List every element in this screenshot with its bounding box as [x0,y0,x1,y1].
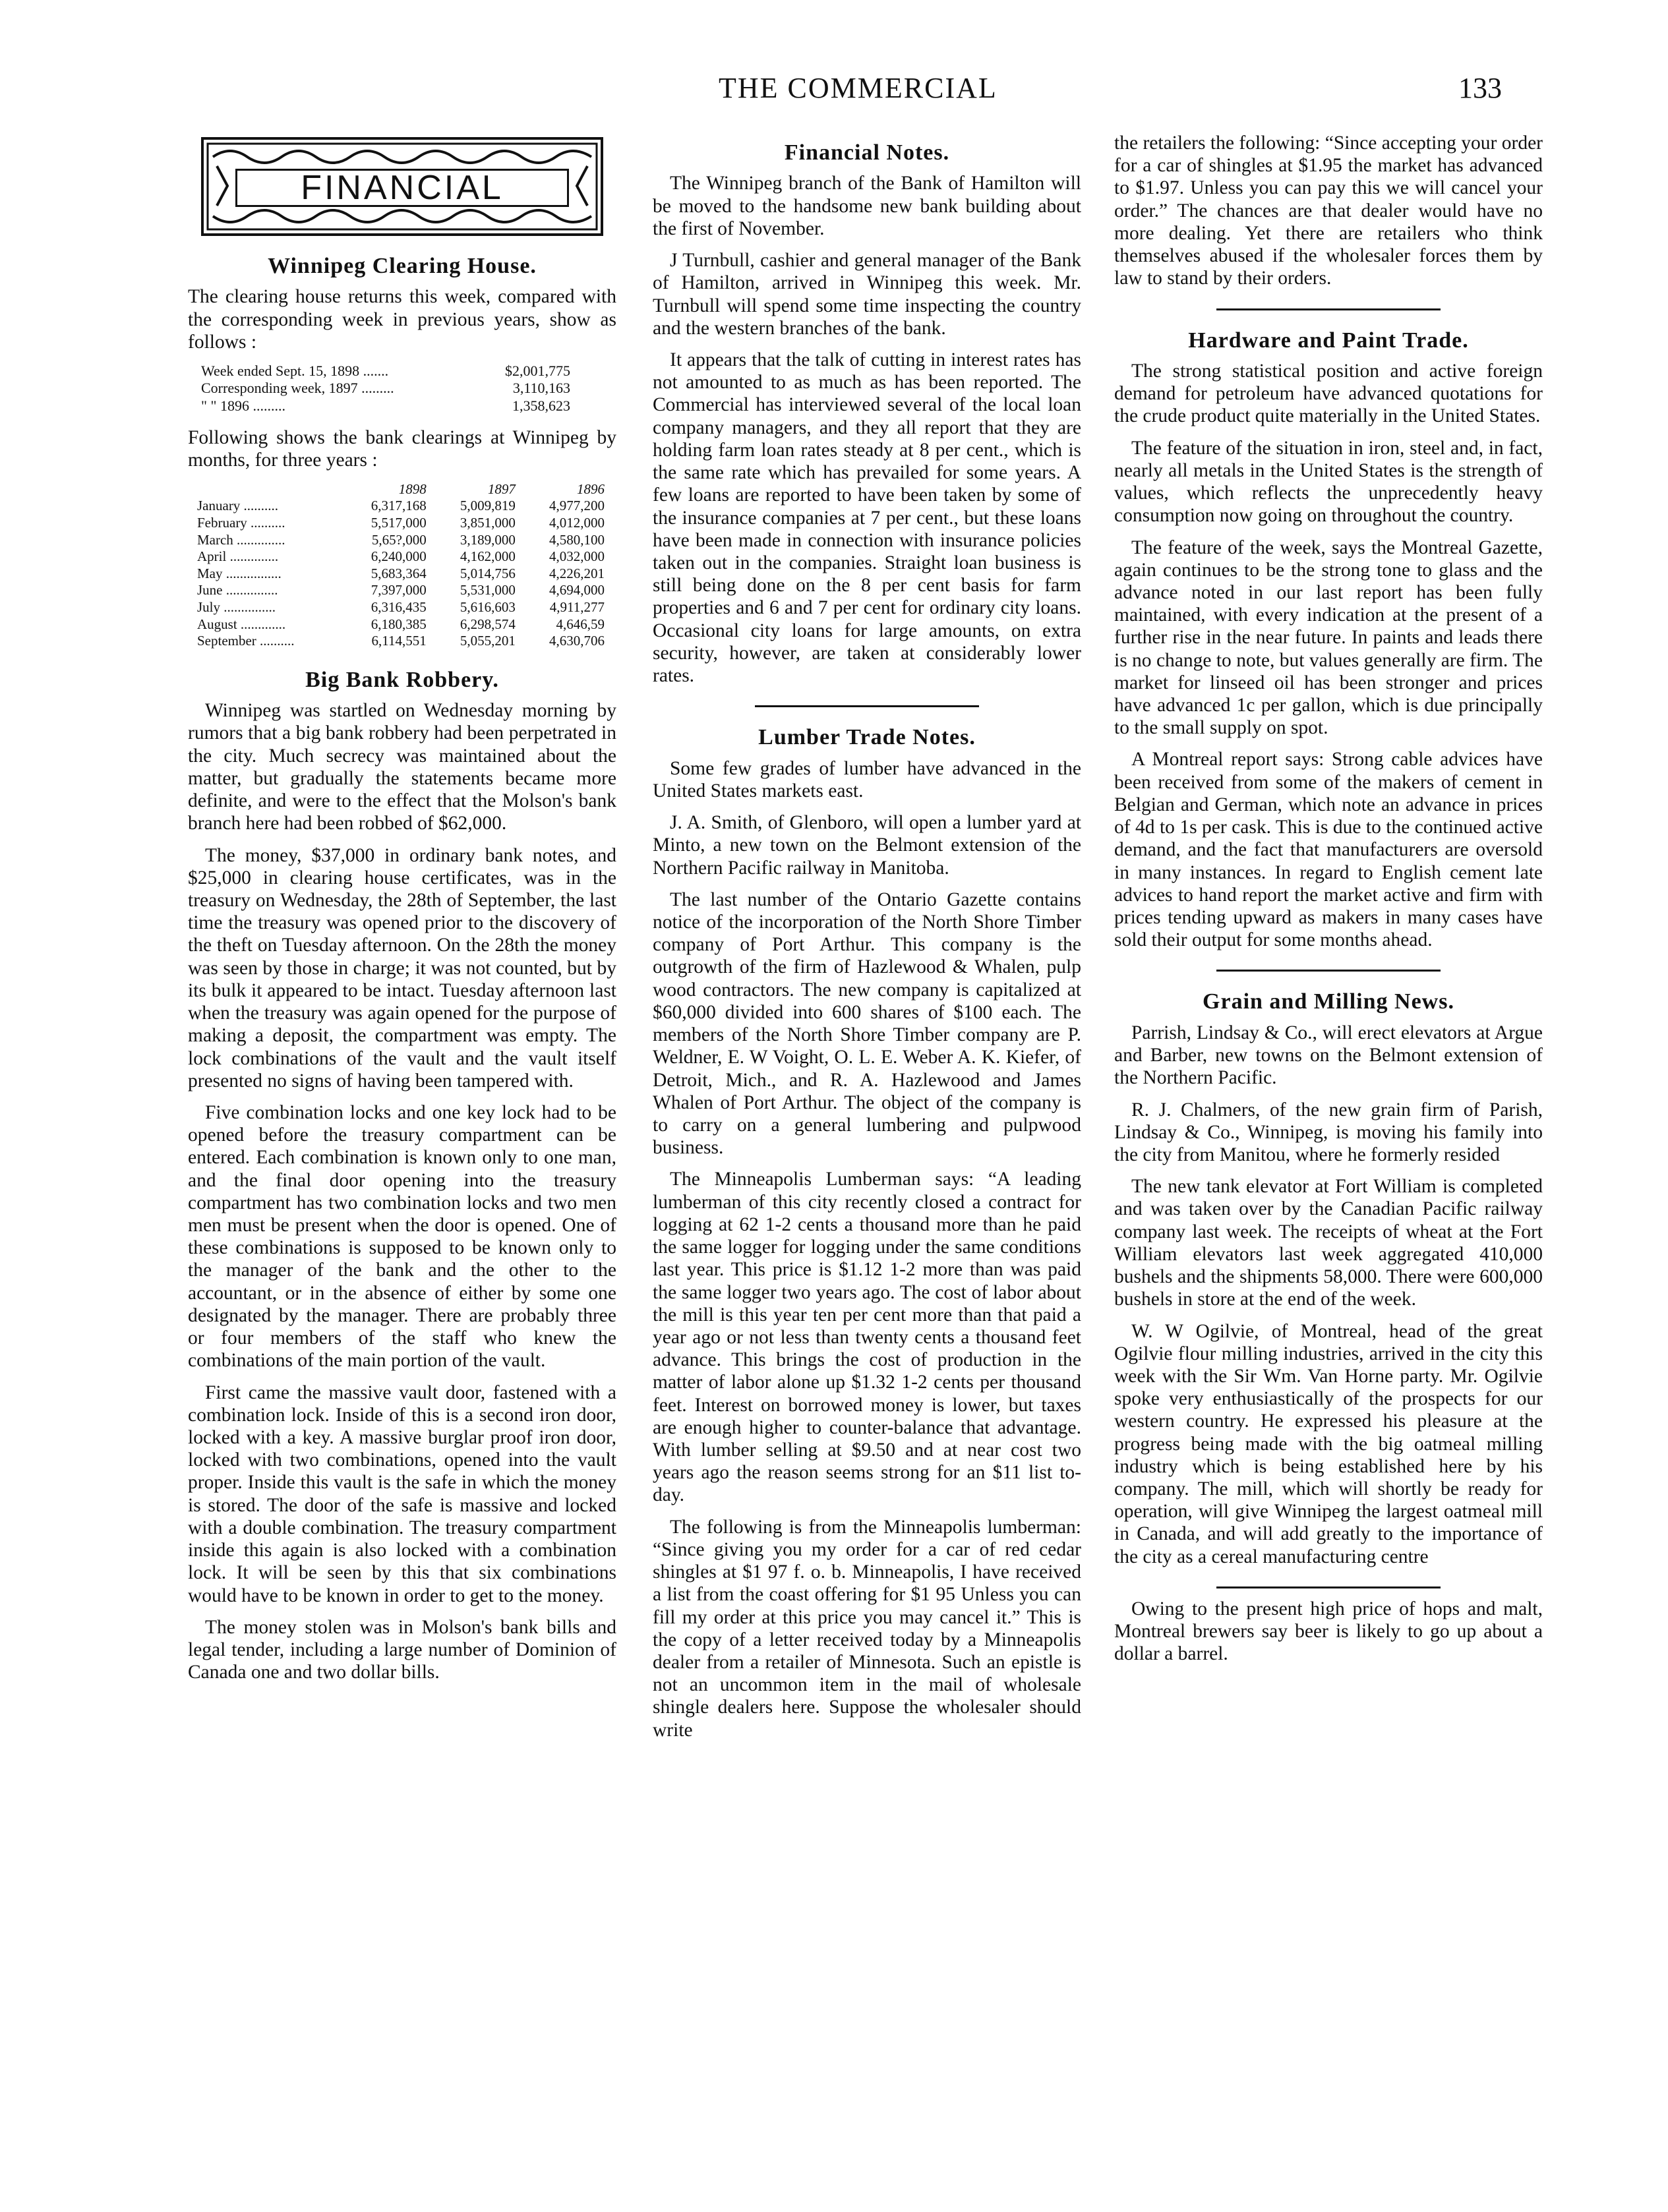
table-cell: 6,180,385 [371,616,427,632]
page-number: 133 [1458,72,1502,104]
financial-banner [201,137,603,236]
table-cell: 4,580,100 [549,531,605,548]
banner-title: FINANCIAL [235,169,569,207]
weekly-row-value: 3,110,163 [512,380,570,397]
column-2 [653,140,1081,1751]
weekly-row-label: " " 1896 ......... [201,397,285,414]
table-cell: 6,316,435 [371,598,427,615]
table-cell: 4,226,201 [549,565,605,581]
monthly-intro: Following shows the bank clearings at Winnipeg by months, for three years : [188,427,616,471]
table-cell: February .......... [197,514,285,531]
article-paragraph: The new tank elevator at Fort William is completed and was taken over by the Canadian Pacific railway company last week. The receipts of wheat at the Fort William elevators last week aggregated 410,000 bushels and the shipments 58,000. There were 600,000 bushels in store at the end of the week. [1114,1176,1543,1310]
section-heading-grain: Grain and Milling News. [1203,989,1454,1014]
table-cell: 5,531,000 [460,582,516,598]
table-cell: 6,317,168 [371,498,427,514]
table-cell: August ............. [197,616,286,632]
article-paragraph: A Montreal report says: Strong cable advices have been received from some of the makers of cement in Belgian and German, which note an advance in prices of 4d to 1s per cask. This is due to the continued active demand, and the fact that manufacturers are oversold in many instances. In regard to English cement late advices to hand report the market active and firm with prices tending upward as makers in many cases have sold their output for some months ahead. [1114,749,1543,951]
article-paragraph: The strong statistical position and active foreign demand for petroleum have advanced quotations for the crude product quite materially in the United States. [1114,360,1543,427]
weekly-row [201,380,570,397]
article-paragraph: The Minneapolis Lumberman says: “A leading lumberman of this city recently closed a contract for logging at 62 1-2 cents a thousand more than he paid the same logger for logging under the same conditions last year. This price is $1.12 1-2 more than was paid the same logger two years ago. The cost of labor about the mill is this year ten per cent more than that paid a year ago or not less than twenty cents a thousand feet advance. This brings the cost of production in the matter of labor alone up $1.32 1-2 cents per thousand feet. Interest on borrowed money is lower, but taxes are enough higher to counter-balance that advantage. With lumber selling at $9.50 and at near cost two years ago the reason seems strong for an $11 list to-day. [653,1169,1081,1506]
table-cell: 3,851,000 [460,514,516,531]
running-head [0,71,1668,111]
section-heading-clearing-house: Winnipeg Clearing House. [268,254,537,278]
table-row [193,498,609,515]
table-cell: 4,646,59 [556,616,605,632]
table-cell: January .......... [197,498,279,514]
article-paragraph: the retailers the following: “Since accepting your order for a car of shingles at $1.95 the market has advanced to $1.97. Unless you can pay this we will cancel your order.” The chances are that dealer would have no more dealing. Yet there are retailers who think themselves abused if the wholesaler forces them by law to stand by their orders. [1114,132,1543,289]
weekly-row [201,363,570,380]
table-cell: 3,189,000 [460,531,516,548]
table-row [193,582,609,599]
table-cell: September .......... [197,633,295,649]
table-cell: May ................ [197,565,282,581]
section-heading-bank-robbery: Big Bank Robbery. [305,667,499,692]
table-row [193,515,609,532]
table-cell: 4,162,000 [460,548,516,565]
table-row [193,566,609,583]
table-header-cell: 1897 [487,480,516,497]
clearing-intro: The clearing house returns this week, compared with the corresponding week in previous years, show as follows : [188,286,616,353]
weekly-row-label: Corresponding week, 1897 ......... [201,380,394,397]
table-cell: 4,911,277 [549,598,605,615]
column-1 [188,132,616,1693]
article-paragraph: J Turnbull, cashier and general manager of the Bank of Hamilton, arrived in Winnipeg this week. Mr. Turnbull will spend some time inspecting the country and the western branches of the bank. [653,250,1081,339]
table-cell: 5,517,000 [371,514,427,531]
table-cell: 4,032,000 [549,548,605,565]
article-paragraph: Winnipeg was startled on Wednesday morning by rumors that a big bank robbery had been perpetrated in the city. Much secrecy was maintained about the matter, but gradually the statements became more definite, and were to the effect that the Molson's bank branch here had been robbed of $62,000. [188,700,616,834]
table-row [193,599,609,616]
table-cell: 6,298,574 [460,616,516,632]
article-paragraph: It appears that the talk of cutting in interest rates has not amounted to as much as has been reported. The Commercial has interviewed several of the local loan company managers, and they all report that they are holding farm loan rates steady at 8 per cent., which is the same rate which has prevailed for some years. A few loans are reported to have been taken by some of the insurance companies at 7 per cent., but these loans have been made in connection with insurance policies taken out in the companies. Straight loan business is still being done on the 8 per cent basis for farm properties and 6 and 7 per cent for ordinary city loans. Occasional city loans for large amounts, on extra security, however, are taken at considerably lower rates. [653,349,1081,687]
article-paragraph: Owing to the present high price of hops and malt, Montreal brewers say beer is likely to go up about a dollar a barrel. [1114,1598,1543,1665]
table-cell: 7,397,000 [371,582,427,598]
article-paragraph: R. J. Chalmers, of the new grain firm of Parish, Lindsay & Co., Winnipeg, is moving his family into the city from Manitou, where he formerly resided [1114,1099,1543,1165]
section-heading-hardware: Hardware and Paint Trade. [1188,328,1469,353]
table-cell: 5,683,364 [371,565,427,581]
table-row [193,633,609,650]
table-cell: April .............. [197,548,279,565]
section-heading-lumber: Lumber Trade Notes. [758,725,976,750]
article-paragraph: Five combination locks and one key lock had to be opened before the treasury compartment can be entered. Each combination is known only to one man, and the final door opening into the treasury compartment has two combination locks and two men men must be present when the door is opened. One of these combinations is supposed to be known only to the manager of the bank and the other to the accountant, or in the absence of either by some one designated by the manager. There are probably three or four members of the staff who knew the combinations of the main portion of the vault. [188,1101,616,1372]
article-paragraph: The money, $37,000 in ordinary bank notes, and $25,000 in clearing house certificates, was in the treasury on Wednesday, the 28th of September, the last time the treasury was opened prior to the discovery of the theft on Tuesday afternoon. On the 28th the money was seen by those in charge; it was not counted, but by its bulk it appeared to be intact. Tuesday afternoon last when the treasury was again opened for the purpose of making a deposit, the compartment was empty. The lock combinations of the vault and the vault itself presented no signs of having been tampered with. [188,844,616,1091]
table-cell: 4,977,200 [549,498,605,514]
table-cell: June ............... [197,582,278,598]
section-divider [755,705,979,707]
article-paragraph: Parrish, Lindsay & Co., will erect elevators at Argue and Barber, new towns on the Belmont extension of the Northern Pacific. [1114,1022,1543,1089]
article-paragraph: The last number of the Ontario Gazette contains notice of the incorporation of the North Shore Timber company of Port Arthur. This company is the outgrowth of the firm of Hazlewood & Whalen, pulp wood contractors. The new company is capitalized at $60,000 divided into 600 shares of $100 each. The members of the North Shore Timber company are P. Weldner, E. W Voight, O. L. E. Weber A. K. Kiefer, of Detroit, Mich., and R. A. Hazlewood and James Whalen of Port Arthur. The object of the company is to carry on a general lumbering and pulpwood business. [653,888,1081,1159]
article-paragraph: The feature of the week, says the Montreal Gazette, again continues to be the strong tone to glass and the advance noted in our last report has been fully maintained, with every indication at the present of a further rise in the near future. In paints and leads there is no change to note, but values generally are firm. The market for linseed oil has been stronger and prices have advanced 1c per gallon, which is due principally to the small supply on spot. [1114,537,1543,739]
table-cell: 6,114,551 [371,633,427,649]
table-row [193,616,609,633]
article-paragraph: W. W Ogilvie, of Montreal, head of the great Ogilvie flour milling industries, arrived in the city this week with the Sir Wm. Van Horne party. Mr. Ogilvie spoke very enthusiastically of the prospects for our western country. He expressed his pleasure at the progress being made with the big oatmeal milling industry which is being established here by his company. The mill, which will shortly be ready for operation, will give Winnipeg the largest oatmeal mill in Canada, and will add greatly to the importance of the city as a cereal manufacturing centre [1114,1320,1543,1567]
monthly-clearings-table [193,481,609,650]
table-row [193,532,609,549]
article-paragraph: First came the massive vault door, fastened with a combination lock. Inside of this is a second iron door, locked with a key. A massive burglar proof iron door, locked with two combinations, opened into the vault proper. Inside this vault is the safe in which the money is stored. The door of the safe is massive and locked with a double combination. The treasury compartment inside this again is also locked with a combination lock. It will be seen by this that six combinations would have to be known in order to get to the money. [188,1382,616,1606]
table-header-row [193,481,609,498]
table-cell: 5,014,756 [460,565,516,581]
article-paragraph: Some few grades of lumber have advanced in the United States markets east. [653,757,1081,801]
table-header-cell: 1896 [577,480,605,497]
article-paragraph: J. A. Smith, of Glenboro, will open a lumber yard at Minto, a new town on the Belmont extension of the Northern Pacific railway in Manitoba. [653,812,1081,879]
article-paragraph: The Winnipeg branch of the Bank of Hamilton will be moved to the handsome new bank building about the first of November. [653,173,1081,239]
weekly-clearings [201,363,616,415]
weekly-row-label: Week ended Sept. 15, 1898 ....... [201,363,389,380]
section-divider [1216,308,1441,310]
publication-title: THE COMMERCIAL [719,72,998,104]
table-cell: 5,055,201 [460,633,516,649]
table-cell: 5,616,603 [460,598,516,615]
article-paragraph: The following is from the Minneapolis lumberman: “Since giving you my order for a car of red cedar shingles at $1 97 f. o. b. Minneapolis, I have received a list from the coast offering for $1 95 Unless you can fill my order at this price you may cancel it.” This is the copy of a letter received today by a Minneapolis dealer from a retailer of Minnesota. Such an epistle is not an uncommon item in the mail of wholesale shingle dealers here. Suppose the wholesaler should write [653,1516,1081,1741]
weekly-row-value: 1,358,623 [512,397,570,414]
section-divider [1216,970,1441,972]
table-cell: 4,630,706 [549,633,605,649]
table-cell: 5,009,819 [460,498,516,514]
column-3 [1114,132,1543,1675]
weekly-row-value: $2,001,775 [505,363,570,380]
table-header-cell [193,481,342,498]
table-cell: July ............... [197,598,276,615]
article-paragraph: The money stolen was in Molson's bank bills and legal tender, including a large number of Dominion of Canada one and two dollar bills. [188,1616,616,1683]
table-cell: 6,240,000 [371,548,427,565]
weekly-row [201,397,570,415]
table-cell: 4,694,000 [549,582,605,598]
section-heading-financial-notes: Financial Notes. [784,140,950,165]
table-cell: 4,012,000 [549,514,605,531]
table-cell: March .............. [197,531,285,548]
section-divider [1216,1586,1441,1588]
table-row [193,548,609,566]
table-header-cell: 1898 [398,480,427,497]
table-cell: 5,65?,000 [371,531,427,548]
article-paragraph: The feature of the situation in iron, steel and, in fact, nearly all metals in the United States is the strength of values, which reflects the unprecedently heavy consumption now going on throughout the country. [1114,437,1543,527]
